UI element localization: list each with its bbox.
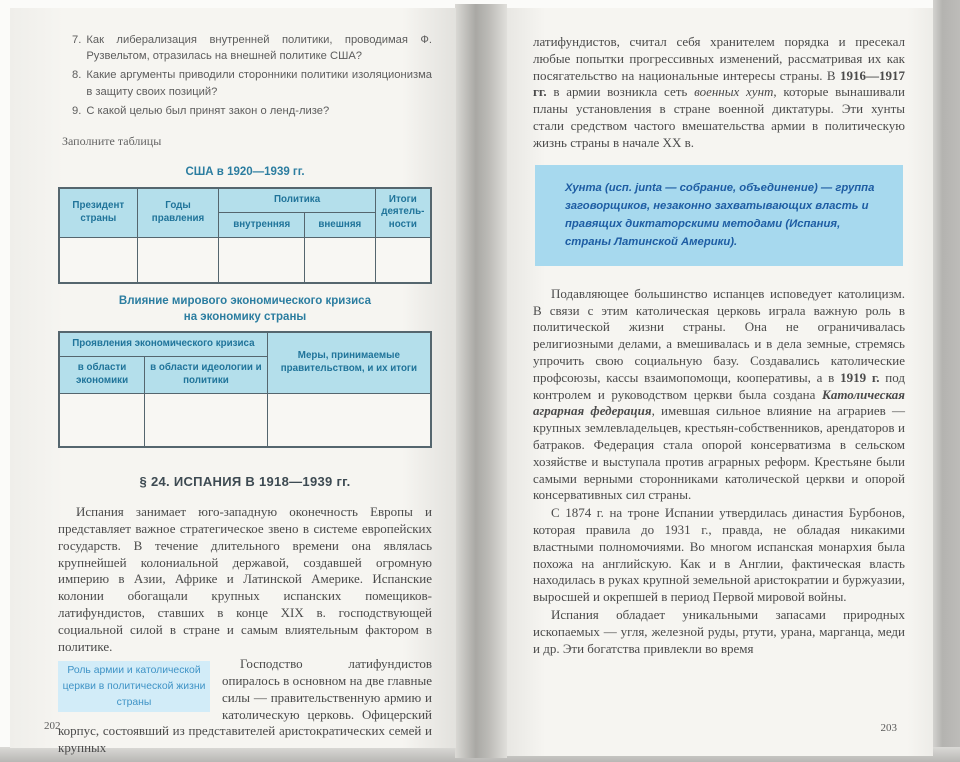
- table-empty-cell: [375, 237, 431, 283]
- col-header-internal: внутренняя: [219, 213, 305, 238]
- table-empty-cell: [145, 393, 268, 447]
- table-empty-cell: [304, 237, 375, 283]
- col-header-external: внешняя: [304, 213, 375, 238]
- table-empty-cell: [267, 393, 431, 447]
- text-segment: под контролем и руководством церкви была создана: [533, 369, 906, 402]
- table2-title-line1: Влияние мирового экономического кризиса: [118, 295, 372, 308]
- col-header-ideology: в области идеологии и политики: [145, 357, 268, 393]
- definition-box-junta: [535, 165, 903, 266]
- paragraph-resources: Испания обладает уникальными запасами природных ископаемых — угля, железной руды, ртути, урана, марганца, меди и др. Эти богатства привлекли во время: [533, 606, 905, 656]
- col-header-results: Итоги деятель- ности: [375, 188, 431, 238]
- table1-title: США в 1920—1939 гг.: [185, 166, 305, 179]
- question-number: 9.: [72, 104, 82, 117]
- text-segment: в армии возникла сеть: [546, 84, 695, 100]
- table2-title: [58, 294, 432, 325]
- text-segment-bold: 1919 г.: [840, 369, 880, 385]
- paragraph-juntas: [533, 34, 905, 152]
- table-empty-cell: [219, 237, 305, 283]
- col-header-measures: Меры, принимаемые правительством, и их итоги: [267, 332, 431, 393]
- text-segment: , которые вынашивали планы установления в стране военной диктатуры. Эти хунты стали средством частого вмешательства армии в политическую жизнь страны в начале XX в.: [533, 84, 905, 150]
- page-number-left: 202: [44, 720, 61, 732]
- col-header-economy: в области экономики: [59, 357, 145, 393]
- questions-list: [58, 32, 432, 119]
- definition-text: (исп. junta — собрание, объединение) — группа заговорщиков, незаконно захватывающих власть и правящих диктаторскими методами (Испания, страны Латинской Америки).: [565, 181, 875, 248]
- paragraph-latifundists: Господство латифундистов опиралось в основном на две главные силы — правительственную армию и католическую церковь. Офицерский корпус, состоявший из представителей аристократических семей и крупных: [58, 656, 432, 756]
- col-header-president: Президент страны: [59, 188, 137, 238]
- book-spine-gutter: [455, 4, 507, 758]
- question-text: Какие аргументы приводили сторонники политики изоляционизма в защиту своих позиций?: [86, 69, 432, 98]
- table-usa-1920-1939: [58, 187, 432, 285]
- question-text: С какой целью был принят закон о ленд-лизе?: [86, 104, 330, 117]
- text-segment: , имевшая сильное влияние на аграриев — крупных землевладельцев, крестьян-собственников, арендаторов и батраков. Федерация стала опорой консерватизма в сельском хозяйстве и выступала против аграрных реформ. Крестьяне были самыми верными сторонниками католической церкви и опорой консервативных сил страны.: [533, 403, 906, 503]
- text-segment-bold-italic: Католическая аграрная федерация: [533, 386, 905, 419]
- col-header-politics: Политика: [219, 188, 375, 213]
- question-text: Как либерализация внутренней политики, проводимая Ф. Рузвельтом, отразилась на внешней политике США?: [86, 34, 432, 63]
- page-right-content: [507, 8, 933, 756]
- table-row: [59, 393, 431, 447]
- table-row: [59, 332, 431, 356]
- paragraph-spain-intro: Испания занимает юго-западную оконечность Европы и представляет важное стратегическое звено в системе европейских государств. В течение длительного времени она являлась крупнейшей колониальной державой, создавшей огромную империю в Азии, Африке и Латинской Америке. Испанские колонии обогащали крупных испанских помещиков-латифундистов, ставших в конце XIX в. господствующей социальной силой в стране и самым влиятельным фактором в политике.: [58, 504, 432, 654]
- table-empty-cell: [59, 393, 145, 447]
- question-number: 8.: [72, 69, 82, 82]
- page-right: [507, 8, 933, 756]
- table-empty-cell: [137, 237, 219, 283]
- scan-edge-right: [933, 0, 960, 762]
- margin-note: Роль армии и католической церкви в политической жизни страны: [58, 661, 210, 712]
- paragraph-with-margin-note: [58, 656, 432, 758]
- col-header-crisis-group: Проявления экономического кризиса: [59, 332, 267, 356]
- text-segment: Подавляющее большинство испанцев исповедует католицизм. В связи с этим католическая церковь играла важную роль в политической жизни страны. Она не ограничивалась религиозными делами, а вмешивалась и в дела земные, стремясь упрочить свою социальную базу. Создавались католические профсоюзы, кассы взаимопомощи, кооперативы, а в: [533, 285, 905, 385]
- section-heading: § 24. ИСПАНИЯ В 1918—1939 гг.: [139, 474, 351, 490]
- definition-term: Хунта: [565, 181, 602, 194]
- text-segment-bold: 1916—1917 гг.: [533, 67, 905, 100]
- paragraph-bourbons: С 1874 г. на троне Испании утвердилась династия Бурбонов, которая правила до 1931 г., правда, не обладая никакими властными полномочиями. Во многом испанская монархия была похожа на английскую. Как и в Англии, фактическая власть находилась в руках крупной земельной аристократии и буржуазии, выросшей и окрепшей в период Первой мировой войны.: [533, 505, 905, 605]
- question-number: 7.: [72, 34, 82, 46]
- question-item: [58, 103, 432, 119]
- fill-tables-instruction: Заполните таблицы: [62, 134, 162, 149]
- page-left: [10, 8, 456, 756]
- table2-title-line2: на экономику страны: [183, 310, 307, 323]
- text-segment-italic: военных хунт: [694, 84, 774, 100]
- table-row: [59, 188, 431, 213]
- question-item: [58, 32, 432, 64]
- page-number-right: 203: [880, 722, 897, 734]
- col-header-years: Годы правления: [137, 188, 219, 238]
- text-segment: латифундистов, считал себя хранителем порядка и пресекал любые попытки прогрессивных изменений, рассматривая их как посягательство на национальные интересы страны. В: [533, 34, 905, 83]
- table-crisis-influence: [58, 331, 432, 448]
- table-row: [59, 237, 431, 283]
- question-item: [58, 67, 432, 99]
- page-left-content: [10, 8, 456, 756]
- paragraph-catholicism: [533, 286, 905, 504]
- table-empty-cell: [59, 237, 137, 283]
